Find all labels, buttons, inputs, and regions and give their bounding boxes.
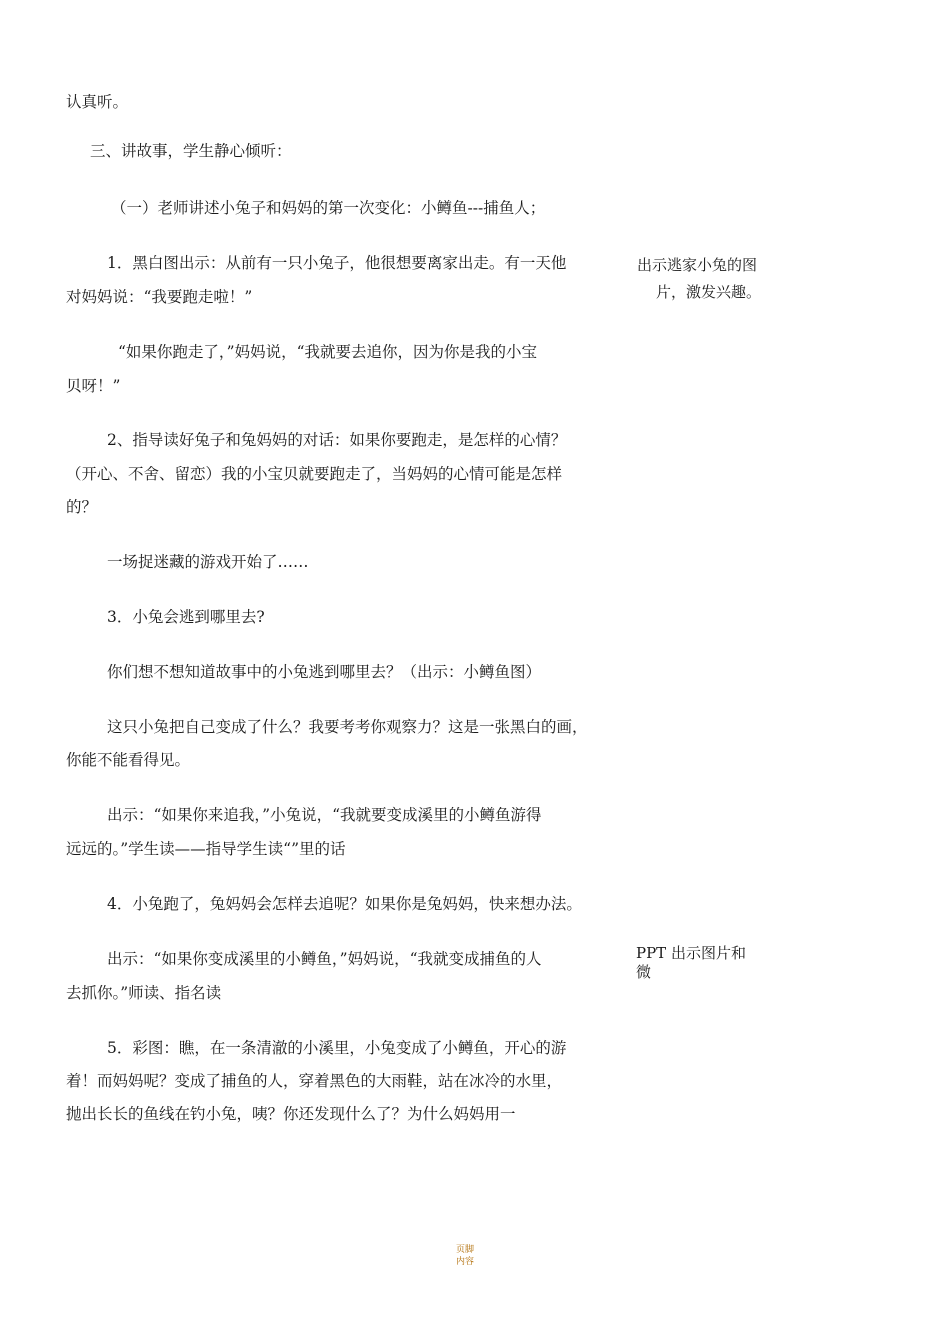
paragraph-line: 着！而妈妈呢？变成了捕鱼的人，穿着黑色的大雨鞋，站在冰冷的水里， [66, 1072, 563, 1090]
paragraph-line: 抛出长长的鱼线在钓小兔，咦？你还发现什么了？为什么妈妈用一 [66, 1105, 516, 1123]
paragraph-line: “如果你跑走了，”妈妈说，“我就要去追你，因为你是我的小宝 [118, 343, 538, 361]
paragraph-line: 远远的。”学生读——指导学生读“”里的话 [66, 840, 346, 858]
paragraph-line: 认真听。 [66, 93, 129, 111]
side-note: PPT 出示图片和 [636, 944, 746, 962]
paragraph-line: 的？ [66, 498, 98, 516]
paragraph-line: 这只小兔把自己变成了什么？我要考考你观察力？这是一张黑白的画， [107, 718, 588, 736]
paragraph-line: 5．彩图：瞧，在一条清澈的小溪里，小兔变成了小鳟鱼，开心的游 [107, 1039, 567, 1057]
paragraph-line: 你们想不想知道故事中的小兔逃到哪里去？（出示：小鳟鱼图） [107, 663, 542, 681]
paragraph-line: （开心、不舍、留恋）我的小宝贝就要跑走了，当妈妈的心情可能是怎样 [66, 465, 563, 483]
footer-line: 内容 [455, 1257, 474, 1267]
footer-line: 页脚 [455, 1245, 474, 1255]
paragraph-line: 3．小兔会逃到哪里去? [107, 608, 265, 626]
paragraph-line: 你能不能看得见。 [66, 751, 191, 769]
paragraph-line: 出示：“如果你变成溪里的小鳟鱼，”妈妈说，“我就变成捕鱼的人 [107, 950, 542, 968]
side-note: 微 [636, 963, 652, 981]
paragraph-line: 出示：“如果你来追我，”小兔说，“我就要变成溪里的小鳟鱼游得 [107, 806, 542, 824]
paragraph-line: 贝呀！” [66, 377, 121, 395]
section-heading: 三、讲故事，学生静心倾听： [90, 142, 292, 160]
side-note: 片，激发兴趣。 [656, 283, 762, 301]
page-footer [0, 1244, 930, 1268]
paragraph-line: 对妈妈说：“我要跑走啦！” [66, 288, 253, 306]
paragraph-line: 一场捉迷藏的游戏开始了…… [107, 553, 309, 571]
side-note: 出示逃家小兔的图 [637, 256, 758, 274]
paragraph-line: 4．小兔跑了，兔妈妈会怎样去追呢？如果你是兔妈妈，快来想办法。 [107, 895, 582, 913]
subsection-heading: （一）老师讲述小兔子和妈妈的第一次变化：小鳟鱼---捕鱼人； [111, 199, 546, 217]
paragraph-line: 2、指导读好兔子和兔妈妈的对话：如果你要跑走，是怎样的心情？ [107, 431, 567, 449]
paragraph-line: 1．黑白图出示：从前有一只小兔子，他很想要离家出走。有一天他 [107, 254, 567, 272]
paragraph-line: 去抓你。”师读、指名读 [66, 984, 222, 1002]
